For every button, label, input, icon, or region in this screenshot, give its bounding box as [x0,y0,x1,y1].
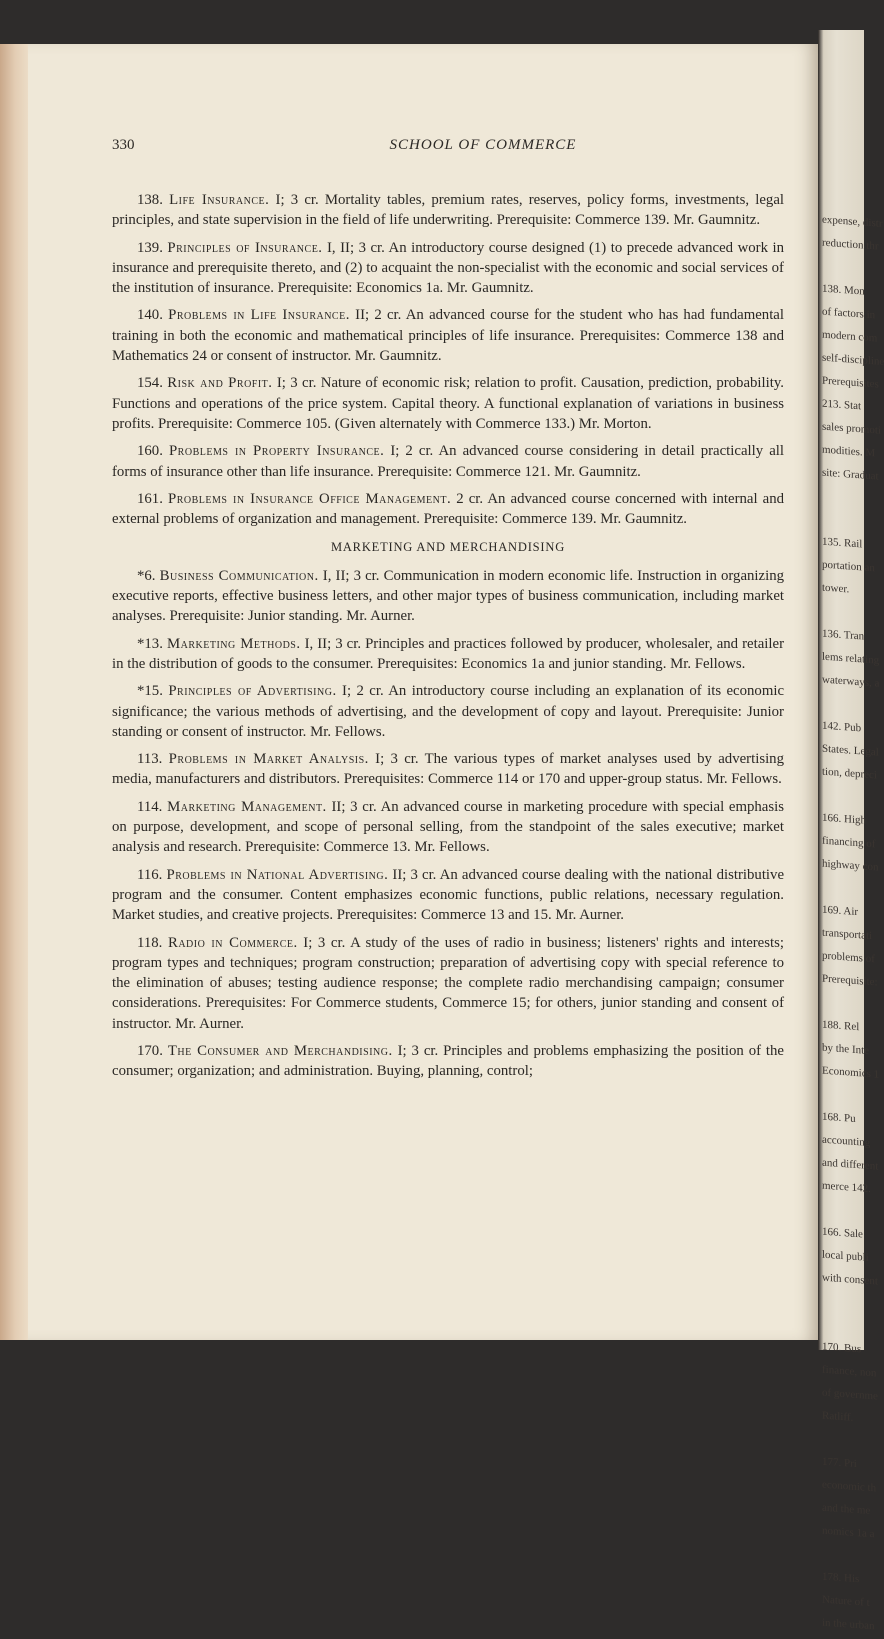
course-title: Principles of Advertising. [168,683,337,700]
facing-page-fragment [822,485,862,511]
facing-page-fragment: 177. Pri [822,1455,857,1471]
course-entry [112,566,784,627]
course-title: Problems in Life Insurance. [168,307,350,324]
course-title: Risk and Profit. [167,375,273,392]
facing-page-fragment: 138. Mon [822,282,865,298]
course-description: I; 3 cr. Principles and problems emphasizing the position of the consumer; organization; and administration. Buying, planning, control; [112,1042,784,1080]
facing-page-fragment: 213. Stat [822,397,862,413]
course-description: II; 3 cr. An advanced course dealing with the national distributive program and the consumer. Content emphasizes economic functions, public relations, necessary regulation. Market studies, and creative projects. Prerequisites: Commerce 13 and 15. Mr. Aurner. [112,866,785,924]
course-title: The Consumer and Merchandising. [167,1042,393,1059]
facing-page-fragment: Prerequisites [822,374,879,391]
course-entry [112,933,784,1034]
course-number: 118. [137,934,163,951]
facing-page-fragment: of governme [822,1386,878,1403]
facing-page-fragment: and the me [822,1501,871,1517]
facing-page-fragment: merce 142. [822,1179,871,1196]
course-title: Life Insurance. [169,192,270,208]
facing-page-fragment: 178. His [822,1570,860,1586]
course-description: I; 3 cr. The various types of market analyses used by advertising media, manufacturers and distributors. Prerequisites: Commerce 114 or 170 and upper-group status. Mr. Fellows. [112,751,784,788]
course-number: 116. [137,866,163,883]
course-title: Problems in Property Insurance. [168,443,385,460]
facing-page-fragment: Prerequisite: [822,972,878,989]
facing-page-fragment: 169. Air [822,903,859,919]
facing-page-fragment [822,1198,862,1224]
course-number: 160. [137,443,163,460]
course-number: 114. [137,798,163,815]
facing-page-fragment: Nature of t [822,1593,870,1609]
facing-page-fragment: tion, depreci [822,765,877,782]
facing-page-fragment: nomics 1a a [822,1524,875,1541]
facing-page-fragment: waterways, a [822,673,880,690]
course-title: Radio in Commerce. [167,934,298,951]
course-entry [112,634,784,675]
course-number: 154. [137,375,163,392]
course-entry [112,441,784,482]
course-entry [112,305,784,366]
facing-page-fragment: of factors in [822,305,876,322]
course-description: I; 3 cr. Mortality tables, premium rates, reserves, policy forms, investments, legal principles, and state supervision in the field of life underwriting. Prerequisite: Commerce 139. Mr. Gaumnitz. [112,192,785,229]
course-description: II; 3 cr. An advanced course in marketing procedure with special emphasis on purpose, development, and scope of personal selling, from the standpoint of the sales executive; market analysis and research. Prerequisite: Commerce 13. Mr. Fellows. [112,798,784,856]
facing-page-fragment [822,991,862,1017]
page-header [112,137,784,159]
facing-page-fragment: site: Graduat [822,466,879,483]
facing-page-fragment [822,1313,862,1339]
course-title: Problems in National Advertising. [166,866,389,883]
facing-page-fragment: 170. Bus [822,1340,862,1356]
course-description: 2 cr. An advanced course concerned with internal and external problems of organization and management. Prerequisite: Commerce 139. Mr. Gaumnitz. [112,490,785,528]
facing-page-fragment: in the urban [822,1616,875,1633]
course-entry [112,865,784,926]
facing-page-fragment: 135. Rail [822,535,863,551]
facing-page-fragment: portation an [822,558,875,575]
course-description: II; 2 cr. An advanced course for the student who has had fundamental training in both the economic and mathematical principles of life insurance. Prerequisites: Commerce 138 and Mathematics 24 or consent of instructor. Mr. Gaumnitz. [112,307,784,365]
page-content [112,190,784,1089]
course-description: I; 2 cr. An introductory course including an explanation of its economic significance; the various methods of advertising, and the development of copy and layout. Prerequisite: Junior standing or consent of instructor. Mr. Fellows. [112,683,785,740]
course-number: *15. [137,683,163,700]
course-description: I, II; 3 cr. Communication in modern economic life. Instruction in organizing executive reports, effective business letters, and other major types of business communication, including market analyses. Prerequisite: Junior standing. Mr. Aurner. [112,567,784,625]
facing-page-fragment: finance, non [822,1363,877,1380]
facing-page-fragment: local publi [822,1248,869,1264]
marketing-course-list [112,566,784,1082]
facing-page-fragment: 166. Sale [822,1225,863,1241]
facing-page-fragment: 136. Tran [822,627,865,643]
facing-page-text [822,209,884,1638]
facing-page-fragment: with consent [822,1271,878,1288]
course-entry [112,749,784,790]
course-number: *13. [137,635,163,652]
facing-page-fragment: reduction thr [822,236,879,253]
course-entry [112,238,784,299]
course-description: I; 3 cr. Nature of economic risk; relation to profit. Causation, prediction, probability. Functions and operations of the price system. Capital theory. A functional explanation of variations in business profits. Prerequisite: Commerce 105. (Given alternately with Commerce 133.) Mr. Morton. [112,375,784,432]
facing-page-fragment [822,508,862,534]
course-description: I; 2 cr. An advanced course considering in detail practically all forms of insurance other than life insurance. Prerequisite: Commerce 121. Mr. Gaumnitz. [112,443,784,480]
facing-page-fragment: sales promoti [822,420,881,437]
facing-page-fragment: problems of [822,949,875,966]
course-description: I, II; 3 cr. An introductory course designed (1) to precede advanced work in insurance and prerequisite thereto, and (2) to acquaint the non-specialist with the economic and social services of the institution of insurance. Prerequisite: Economics 1a. Mr. Gaumnitz. [112,239,784,297]
facing-page-fragment [822,255,862,281]
facing-page-fragment: financing of [822,834,876,851]
facing-page-fragment: self-discipline [822,351,884,368]
facing-page-fragment: and different [822,1156,879,1173]
course-number: 161. [137,490,163,507]
course-number: 138. [137,192,163,208]
insurance-course-list [112,190,784,529]
facing-page-fragment [822,600,862,626]
facing-page-fragment: 142. Pub [822,719,862,735]
course-title: Marketing Methods. [166,635,301,652]
course-description: I, II; 3 cr. Principles and practices followed by producer, wholesaler, and retailer in the distribution of goods to the consumer. Prerequisites: Economics 1a and junior standing. Mr. Fellows. [112,635,785,672]
course-number: 140. [137,307,163,324]
facing-page-fragment [822,784,862,810]
course-number: *6. [137,567,156,584]
course-description: I; 3 cr. A study of the uses of radio in business; listeners' rights and interests; program types and techniques; program construction; preparation of advertising copy with special reference to the elimination of abuses; testing audience response; the complete radio merchandising campaign; consumer considerations. Prerequisites: For Commerce students, Commerce 15; for others, junior standing and consent of instructor. Mr. Aurner. [112,934,784,1032]
facing-page-fragment: transportati [822,926,873,943]
course-title: Marketing Management. [167,798,327,815]
course-entry [112,681,784,742]
course-number: 139. [137,239,163,256]
course-title: Principles of Insurance. [167,239,323,256]
course-title: Problems in Market Analysis. [168,751,369,768]
facing-page-fragment: States. Legal [822,742,879,759]
facing-page-fragment: Economics 1 [822,1064,880,1081]
facing-page-fragment: economic th [822,1478,877,1495]
facing-page-fragment: modities. M [822,443,876,460]
course-entry [112,373,784,434]
course-title: Business Communication. [159,567,319,584]
facing-page-fragment: tower. [822,581,850,596]
course-title: Problems in Insurance Office Management. [167,490,452,507]
facing-page-fragment: expense, distr [822,213,883,230]
course-number: 170. [137,1042,163,1059]
facing-page-fragment: accounting [822,1133,871,1149]
facing-page-fragment [822,876,862,902]
page-number: 330 [112,137,135,153]
facing-page-fragment [822,692,862,718]
facing-page-fragment [822,1083,862,1109]
course-entry [112,1041,784,1082]
facing-page-fragment: modern com [822,328,878,345]
facing-page-fragment [822,1428,862,1454]
facing-page-fragment: 168. Pu [822,1110,856,1125]
facing-page-fragment: lems relating [822,650,880,667]
course-entry [112,190,784,231]
facing-page-fragment: by the Inte [822,1041,870,1057]
facing-page-edge [818,30,884,1633]
facing-page-fragment: 166. High [822,811,866,827]
section-heading: MARKETING AND MERCHANDISING [330,540,566,555]
facing-page-fragment: highway con [822,857,879,874]
course-number: 113. [137,751,163,768]
facing-page-fragment [822,1290,862,1316]
course-entry [112,489,784,530]
facing-page-fragment: Ratliff. [822,1409,854,1424]
facing-page-fragment: 188. Rel [822,1018,860,1034]
course-entry [112,797,784,858]
facing-page-fragment [822,1543,862,1569]
running-title: SCHOOL OF COMMERCE [389,137,577,153]
